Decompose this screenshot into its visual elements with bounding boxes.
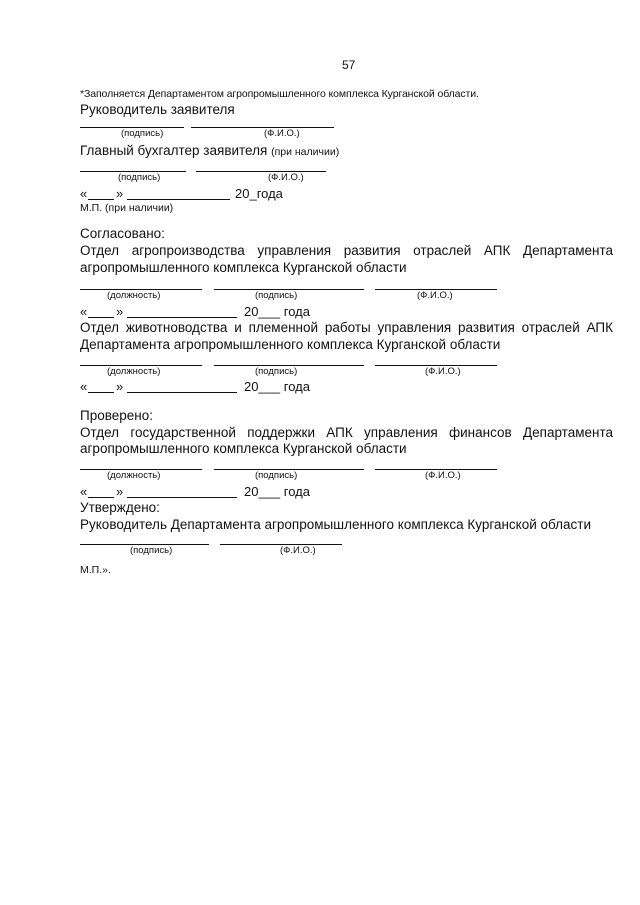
agreed-dept2-day-line bbox=[88, 392, 114, 393]
agreed-dept1-month-line bbox=[127, 317, 237, 318]
checked-line2: агропромышленного комплекса Курганской области bbox=[80, 441, 407, 456]
checked-date-open: « bbox=[80, 484, 88, 499]
agreed-dept1-name-caption: (Ф.И.О.) bbox=[417, 290, 453, 301]
agreed-dept2-signature-caption: (подпись) bbox=[255, 366, 298, 377]
chief-accountant-title-note: (при наличии) bbox=[271, 146, 340, 158]
agreed-dept1-position-caption: (должность) bbox=[107, 290, 161, 301]
approved-line1: Руководитель Департамента агропромышленного комплекса Курганской области bbox=[80, 517, 592, 532]
approved-signature-caption: (подпись) bbox=[130, 545, 173, 556]
agreed-dept2-position-caption: (должность) bbox=[107, 366, 161, 377]
approved-heading: Утверждено: bbox=[80, 500, 160, 515]
chief-accountant-month-line bbox=[127, 199, 230, 200]
agreed-dept2-name-caption: (Ф.И.О.) bbox=[425, 366, 461, 377]
checked-heading: Проверено: bbox=[80, 408, 153, 423]
agreed-dept1-date-close: » bbox=[116, 304, 124, 319]
checked-signature-caption: (подпись) bbox=[255, 470, 298, 481]
agreed-dept1-line2: агропромышленного комплекса Курганской области bbox=[80, 260, 407, 275]
agreed-dept1-date-open: « bbox=[80, 304, 88, 319]
agreed-dept2-line1: Отдел животноводства и племенной работы управления развития отраслей АПК bbox=[80, 320, 613, 335]
approved-stamp: М.П.». bbox=[80, 564, 111, 576]
checked-month-line bbox=[127, 497, 237, 498]
checked-position-caption: (должность) bbox=[107, 470, 161, 481]
agreed-dept2-date-close: » bbox=[116, 379, 124, 394]
applicant-head-signature-caption: (подпись) bbox=[121, 128, 164, 139]
chief-accountant-title-text: Главный бухгалтер заявителя bbox=[80, 143, 268, 158]
agreed-dept1-line1: Отдел агропроизводства управления развития отраслей АПК Департамента bbox=[80, 243, 613, 258]
chief-accountant-date-close: » bbox=[116, 186, 124, 201]
chief-accountant-date-year: 20_года bbox=[235, 186, 283, 201]
chief-accountant-name-caption: (Ф.И.О.) bbox=[268, 172, 304, 183]
checked-date-close: » bbox=[116, 484, 124, 499]
agreed-heading: Согласовано: bbox=[80, 226, 165, 241]
chief-accountant-title bbox=[80, 143, 339, 158]
applicant-head-name-caption: (Ф.И.О.) bbox=[264, 128, 300, 139]
agreed-dept1-signature-caption: (подпись) bbox=[255, 290, 298, 301]
checked-date-year: 20___ года bbox=[244, 484, 310, 499]
applicant-head-name-line bbox=[191, 127, 334, 128]
checked-line1: Отдел государственной поддержки АПК управления финансов Департамента bbox=[80, 425, 613, 440]
chief-accountant-date-open: « bbox=[80, 186, 88, 201]
agreed-dept2-month-line bbox=[127, 392, 237, 393]
page-number: 57 bbox=[342, 58, 356, 72]
footnote: *Заполняется Департаментом агропромышленного комплекса Курганской области. bbox=[80, 88, 479, 100]
chief-accountant-day-line bbox=[88, 199, 114, 200]
agreed-dept2-line2: Департамента агропромышленного комплекса Курганской области bbox=[80, 337, 501, 352]
chief-accountant-name-line bbox=[196, 171, 326, 172]
agreed-dept1-date-year: 20___ года bbox=[244, 304, 310, 319]
approved-name-caption: (Ф.И.О.) bbox=[280, 545, 316, 556]
checked-name-caption: (Ф.И.О.) bbox=[425, 470, 461, 481]
checked-day-line bbox=[88, 497, 114, 498]
agreed-dept2-date-year: 20___ года bbox=[244, 379, 310, 394]
chief-accountant-stamp: М.П. (при наличии) bbox=[80, 202, 174, 214]
applicant-head-title: Руководитель заявителя bbox=[80, 102, 235, 117]
chief-accountant-signature-caption: (подпись) bbox=[118, 172, 161, 183]
agreed-dept2-date-open: « bbox=[80, 379, 88, 394]
agreed-dept1-day-line bbox=[88, 317, 114, 318]
